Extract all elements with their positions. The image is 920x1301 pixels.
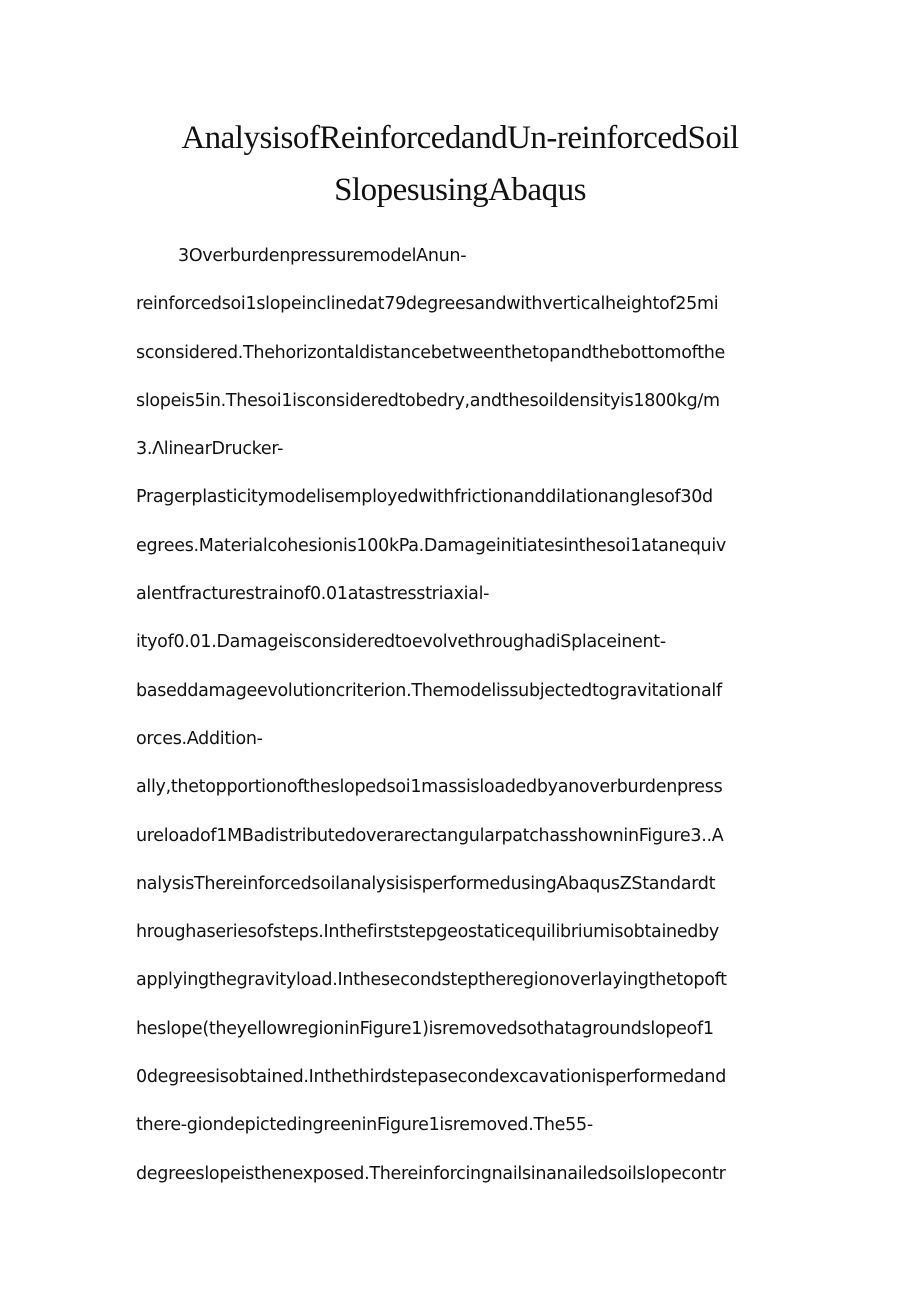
document-body	[136, 232, 790, 1198]
body-line: ityof0.01.DamageisconsideredtoevolvethroughadiSplaceinent-	[136, 632, 666, 653]
body-line: ally,thetopportionoftheslopedsoi1massisloadedbyanoverburdenpress	[136, 777, 723, 798]
body-line: hroughaseriesofsteps.Inthefirststepgeostaticequilibriumisobtainedby	[136, 922, 719, 943]
body-line: 3OverburdenpressuremodelAnun-	[178, 246, 467, 266]
body-line: heslope(theyellowregioninFigure1)isremovedsothatagroundslopeof1	[136, 1018, 714, 1039]
body-line: reinforcedsoi1slopeinclinedat79degreesandwithverticalheightof25mi	[136, 294, 719, 315]
body-line: there-giondepictedingreeninFigure1isremoved.The55-	[136, 1115, 593, 1136]
document-title	[0, 112, 920, 216]
body-line: sconsidered.Thehorizontaldistancebetweenthetopandthebottomofthe	[136, 342, 726, 363]
title-line-1: AnalysisofReinforcedandUn-reinforcedSoil	[181, 120, 739, 156]
body-line: degreeslopeisthenexposed.Thereinforcingnailsinanailedsoilslopecontr	[136, 1163, 726, 1184]
body-line: baseddamageevolutioncriterion.Themodelissubjectedtogravitationalf	[136, 680, 722, 701]
body-line: nalysisThereinforcedsoilanalysisisperformedusingAbaqusZStandardt	[136, 873, 716, 894]
body-line: PragerplasticitymodelisemployedwithfrictionanddiІationanglesof30d	[136, 487, 713, 508]
body-line: applyingthegravityload.Inthesecondsteptheregionoverlayingthetopoft	[136, 970, 727, 991]
title-line-2: SlopesusingAbaqus	[334, 172, 586, 208]
body-line: 0degreesisobtained.Inthethirdstepasecondexcavationisperformedand	[136, 1067, 727, 1088]
body-line: 3.ΛlinearDrucker-	[136, 439, 284, 460]
body-line: slopeis5in.Thesoi1isconsideredtobedry,andthesoildensityis1800kg∕m	[136, 390, 720, 411]
body-line: ureloadof1MBadistributedoverarectangularpatchasshowninFigure3..A	[136, 825, 724, 846]
body-line: egrees.Materialcohesionis100kPa.Damageinitiatesinthesoi1atanequiv	[136, 535, 726, 556]
body-line: alentfracturestrainof0.01atastresstriaxial-	[136, 584, 490, 605]
body-line: orces.Addition-	[136, 728, 263, 749]
